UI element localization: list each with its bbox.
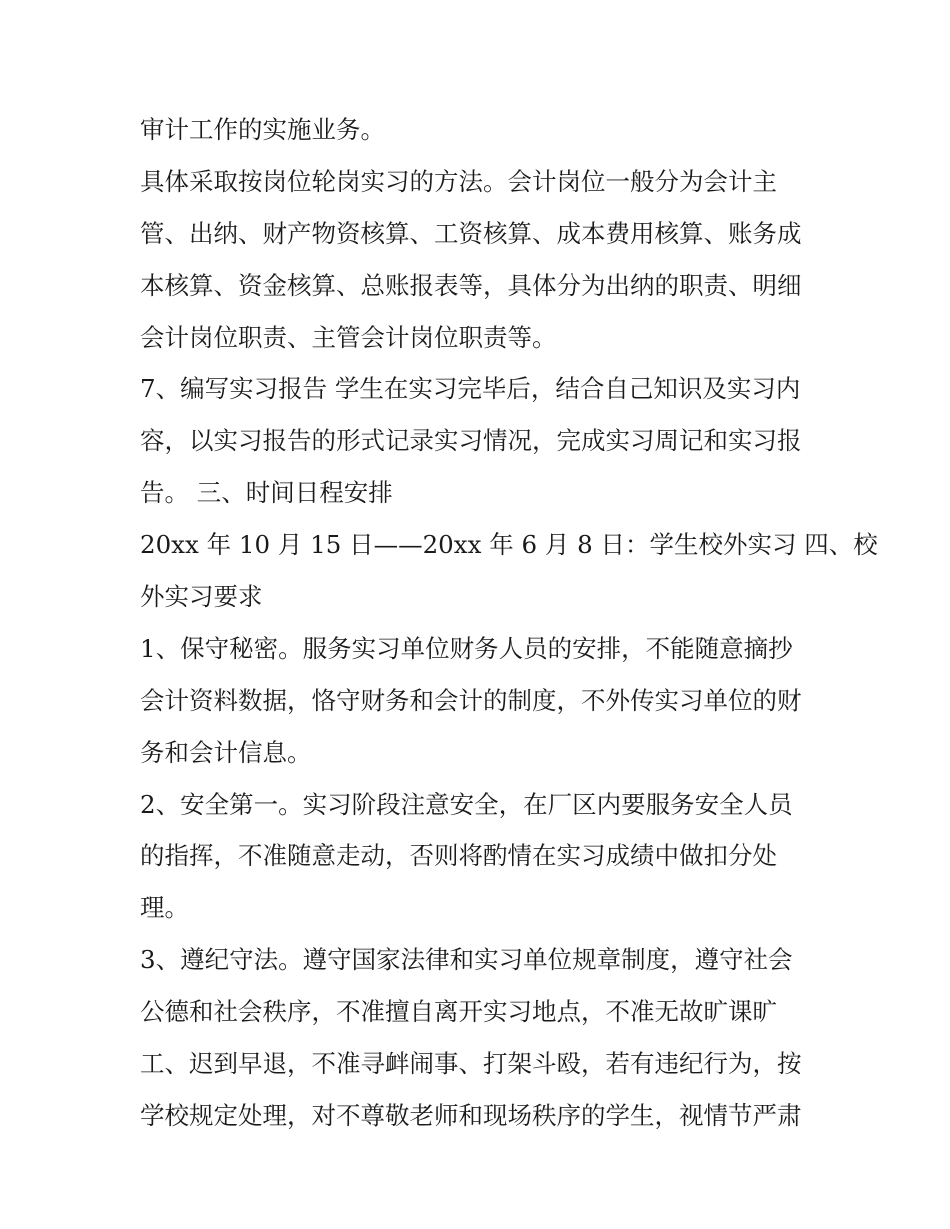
text-line: 1、保守秘密。服务实习单位财务人员的安排，不能随意摘抄 [140,633,793,663]
text-line: 会计资料数据，恪守财务和会计的制度，不外传实习单位的财 [140,685,802,715]
text-line: 学校规定处理，对不尊敬老师和现场秩序的学生，视情节严肃 [140,1100,802,1130]
text-line: 20xx 年 10 月 15 日——20xx 年 6 月 8 日：学生校外实习 四、校 [140,530,878,560]
text-line: 务和会计信息。 [140,737,312,767]
text-line: 具体采取按岗位轮岗实习的方法。会计岗位一般分为会计主 [140,166,777,196]
text-line: 外实习要求 [140,582,263,612]
text-line: 会计岗位职责、主管会计岗位职责等。 [140,322,557,352]
text-line: 管、出纳、财产物资核算、工资核算、成本费用核算、账务成 [140,218,802,248]
body-text [140,104,878,1142]
text-line: 的指挥，不准随意走动，否则将酌情在实习成绩中做扣分处 [140,841,777,871]
text-line: 告。 三、时间日程安排 [140,478,393,508]
text-line: 理。 [140,893,189,923]
text-line: 3、遵纪守法。遵守国家法律和实习单位规章制度，遵守社会 [140,945,793,975]
text-line: 审计工作的实施业务。 [140,115,385,144]
text-line: 容，以实习报告的形式记录实习情况，完成实习周记和实习报 [140,426,802,456]
text-line: 2、安全第一。实习阶段注意安全，在厂区内要服务安全人员 [140,789,793,819]
text-line: 本核算、资金核算、总账报表等，具体分为出纳的职责、明细 [140,270,802,300]
text-line: 公德和社会秩序，不准擅自离开实习地点，不准无故旷课旷 [140,997,777,1027]
text-line: 工、迟到早退，不准寻衅闹事、打架斗殴，若有违纪行为，按 [140,1049,802,1079]
text-line: 7、编写实习报告 学生在实习完毕后，结合自己知识及实习内 [140,374,801,404]
